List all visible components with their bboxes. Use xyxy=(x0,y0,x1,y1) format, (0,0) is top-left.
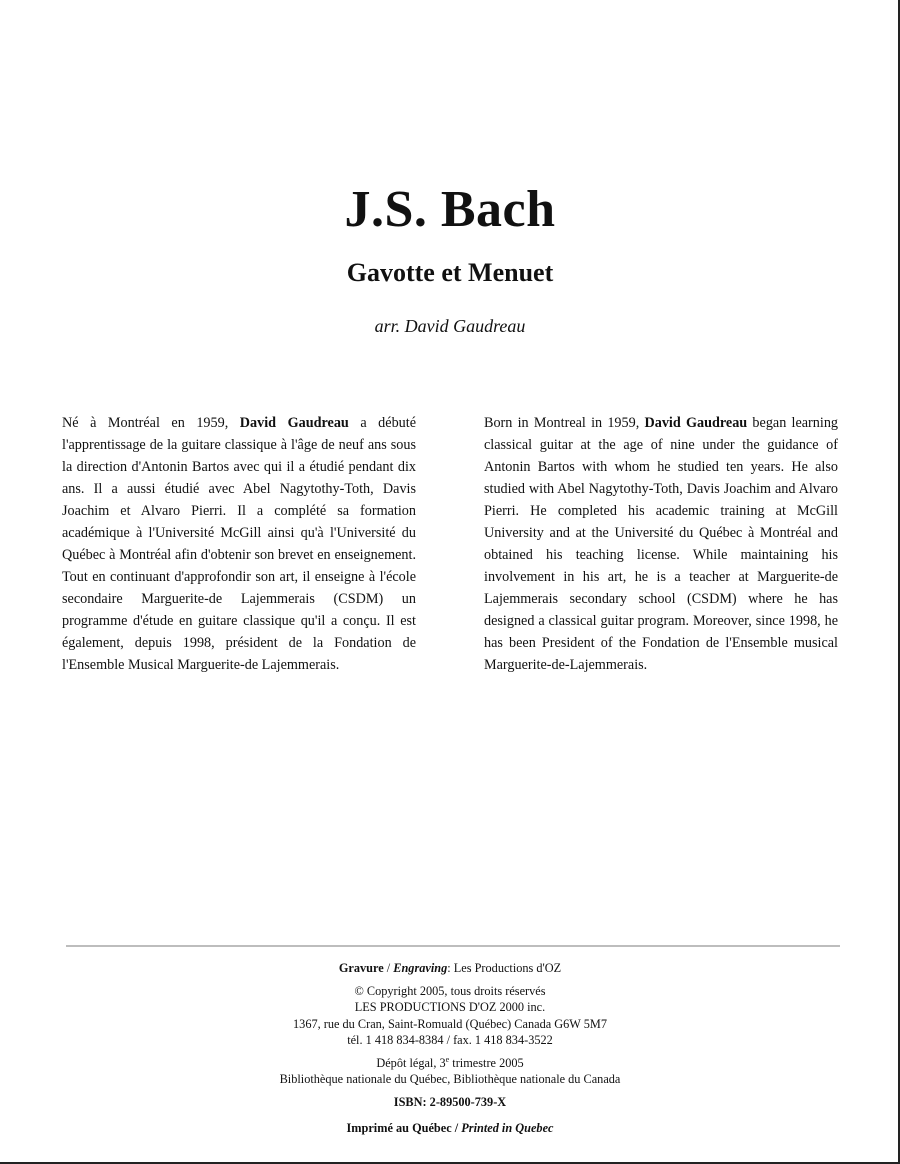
printed-en: Printed in Quebec xyxy=(461,1121,554,1135)
bio-fr-intro: Né à Montréal en 1959, xyxy=(62,415,240,431)
bio-en-name: David Gaudreau xyxy=(644,415,748,431)
depot-prefix: Dépôt légal, 3 xyxy=(376,1055,446,1070)
depot-sup: e xyxy=(445,1054,450,1064)
isbn-line: ISBN: 2-89500-739-X xyxy=(393,1094,507,1109)
address-line: 1367, rue du Cran, Saint-Romuald (Québec) Canada G6W 5M7 xyxy=(293,1016,607,1031)
arranger-credit: arr. David Gaudreau xyxy=(374,316,526,336)
engraving-label-en: Engraving xyxy=(393,961,448,975)
composer-title: J.S. Bach xyxy=(344,181,556,238)
bio-fr-text: a débuté l'apprentissage de la guitare classique à l'âge de neuf ans sous la direction d'Antonin Bartos avec qui il a étudié pendant dix ans. Il a aussi étudié avec Abel Nagytothy-Toth, Davis Joachim et Alvaro Pierri. Il a complété sa formation académique à l'Université McGill ainsi qu'à l'Université du Québec à Montréal afin d'obtenir son brevet en enseignement. Tout en continuant d'approfondir son art, il enseigne à l'école secondaire Marguerite-de Lajemmerais (CSDM) un programme d'étude en guitare classique qu'il a conçu. Il est également, depuis 1998, président de la Fondation de l'Ensemble Musical Marguerite-de Lajemmerais. xyxy=(62,415,416,673)
printed-line xyxy=(0,1120,900,1137)
biography-french xyxy=(62,412,416,676)
bio-en-text: began learning classical guitar at the age of nine under the guidance of Antonin Bartos with whom he studied ten years. He also studied with Abel Nagytothy-Toth, Davis Joachim and Alvaro Pierri. He completed his academic training at McGill University and at the Université du Québec à Montréal and obtained his teaching license. While maintaining his involvement in his art, he is a teacher at Marguerite-de Lajemmerais secondary school (CSDM) where he has designed a classical guitar program. Moreover, since 1998, he has been President of the Fondation de l'Ensemble musical Marguerite-de-Lajemmerais. xyxy=(484,415,839,673)
legal-deposit-line xyxy=(0,1055,900,1072)
phone-line: tél. 1 418 834-8384 / fax. 1 418 834-3522 xyxy=(347,1033,553,1047)
printed-slash: / xyxy=(451,1121,462,1135)
depot-suffix: trimestre 2005 xyxy=(449,1055,524,1070)
copyright-line: © Copyright 2005, tous droits réservés xyxy=(354,983,546,998)
piece-title: Gavotte et Menuet xyxy=(346,258,554,287)
bio-en-intro: Born in Montreal in 1959, xyxy=(484,415,645,431)
biography-english xyxy=(484,412,838,676)
engraving-value: : Les Productions d'OZ xyxy=(447,961,562,975)
engraving-line xyxy=(0,960,900,977)
engraving-label-fr: Gravure xyxy=(338,961,384,975)
publisher-line: LES PRODUCTIONS D'OZ 2000 inc. xyxy=(354,1000,546,1014)
footer-divider xyxy=(66,945,840,947)
libraries-line: Bibliothèque nationale du Québec, Bibliothèque nationale du Canada xyxy=(279,1072,621,1086)
engraving-slash: / xyxy=(383,961,394,975)
colophon xyxy=(0,960,900,1137)
bio-fr-name: David Gaudreau xyxy=(239,415,349,431)
printed-fr: Imprimé au Québec xyxy=(346,1121,452,1135)
